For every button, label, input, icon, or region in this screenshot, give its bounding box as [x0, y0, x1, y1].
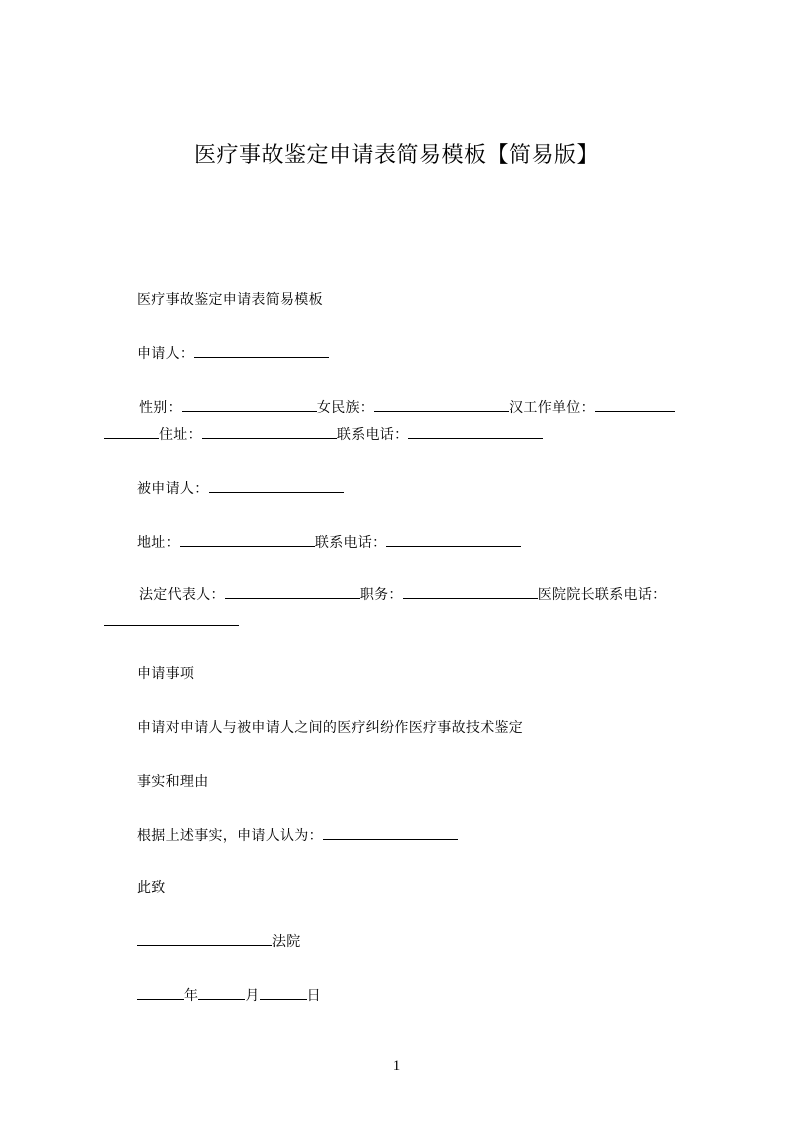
hospital-phone-line — [104, 612, 239, 632]
court-line — [137, 932, 301, 952]
position-blank — [403, 585, 538, 599]
page-number: 1 — [392, 1058, 401, 1074]
phone-label: 联系电话： — [336, 427, 409, 443]
hospital-phone-label: 医院院长联系电话： — [537, 587, 667, 603]
respondent-address-label: 地址： — [137, 535, 180, 551]
work-unit-label: 汉工作单位： — [509, 400, 595, 416]
gender-line — [139, 398, 675, 418]
year-blank — [137, 986, 184, 1000]
closing-text: 此致 — [137, 880, 166, 896]
legal-rep-blank — [225, 585, 360, 599]
work-unit-blank-part1 — [595, 398, 675, 412]
month-label: 月 — [245, 988, 260, 1004]
address-blank — [202, 425, 337, 439]
conclusion-label: 根据上述事实，申请人认为： — [137, 828, 323, 844]
conclusion-blank — [323, 826, 458, 840]
address-label: 住址： — [159, 427, 202, 443]
document-title: 医疗事故鉴定申请表简易模板【简易版】 — [193, 143, 599, 168]
respondent-address-blank — [180, 533, 315, 547]
respondent-contact-line — [137, 533, 521, 553]
year-label: 年 — [184, 988, 199, 1004]
date-line — [137, 986, 321, 1006]
address-line — [104, 425, 543, 445]
ethnicity-blank — [374, 398, 509, 412]
respondent-line — [137, 479, 344, 499]
phone-blank — [408, 425, 543, 439]
legal-rep-label: 法定代表人： — [139, 587, 225, 603]
respondent-blank — [209, 479, 344, 493]
gender-blank — [182, 398, 317, 412]
applicant-line — [137, 344, 329, 364]
month-blank — [198, 986, 245, 1000]
court-blank — [137, 932, 272, 946]
request-text: 申请对申请人与被申请人之间的医疗纠纷作医疗事故技术鉴定 — [137, 720, 524, 736]
work-unit-blank-part2 — [104, 425, 159, 439]
form-heading: 医疗事故鉴定申请表简易模板 — [137, 292, 323, 308]
respondent-phone-blank — [386, 533, 521, 547]
applicant-label: 申请人： — [137, 346, 195, 362]
day-blank — [260, 986, 307, 1000]
applicant-blank — [194, 344, 329, 358]
day-label: 日 — [306, 988, 321, 1004]
court-suffix: 法院 — [272, 934, 301, 950]
request-heading: 申请事项 — [137, 666, 195, 682]
hospital-phone-blank — [104, 612, 239, 626]
facts-heading: 事实和理由 — [137, 774, 209, 790]
respondent-phone-label: 联系电话： — [314, 535, 387, 551]
conclusion-line — [137, 826, 458, 846]
ethnicity-label: 女民族： — [316, 400, 375, 416]
position-label: 职务： — [359, 587, 403, 603]
respondent-label: 被申请人： — [137, 481, 209, 497]
legal-rep-line — [139, 585, 666, 605]
gender-label: 性别： — [139, 400, 182, 416]
